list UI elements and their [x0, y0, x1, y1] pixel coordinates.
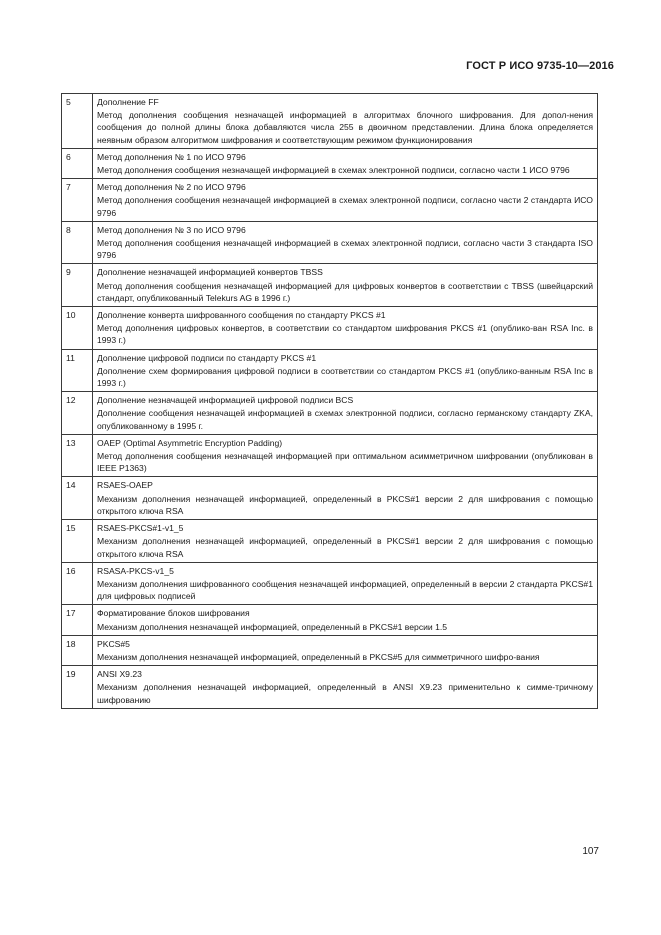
row-description-cell	[93, 94, 598, 149]
row-definition: Метод дополнения сообщения незначащей информацией при оптимальном асимметричном шифровании (опубликован в IEEE P1363)	[97, 451, 593, 474]
table-row	[62, 477, 598, 520]
table-row	[62, 562, 598, 605]
row-code-number: 6	[62, 148, 93, 178]
row-definition: Механизм дополнения незначащей информацией, определенный в PKCS#1 версии 2 для шифрования с помощью открытого ключа RSA	[97, 536, 593, 559]
row-code-number: 9	[62, 264, 93, 307]
row-code-number: 15	[62, 520, 93, 563]
row-definition: Механизм дополнения незначащей информацией, определенный в PKCS#1 версии 2 для шифрования с помощью открытого ключа RSA	[97, 493, 593, 516]
row-code-number: 13	[62, 434, 93, 477]
document-standard-header: ГОСТ Р ИСО 9735-10—2016	[466, 60, 614, 72]
row-definition: Механизм дополнения шифрованного сообщения незначащей информацией, определенный в версии 2 стандарта PKCS#1 для цифровых подписей	[97, 578, 593, 602]
table-row	[62, 520, 598, 563]
row-description-cell	[93, 349, 598, 392]
row-description-cell	[93, 635, 598, 665]
row-code-number: 19	[62, 666, 93, 709]
row-code-number: 12	[62, 392, 93, 435]
row-term: ANSI X9.23	[97, 669, 142, 680]
row-term: Метод дополнения № 3 по ИСО 9796	[97, 224, 246, 235]
row-term: RSAES-OAEP	[97, 480, 153, 491]
table-row	[62, 179, 598, 222]
row-description-cell	[93, 179, 598, 222]
row-definition: Метод дополнения сообщения незначащей информацией в схемах электронной подписи, согласно части 1 ИСО 9796	[97, 165, 570, 176]
table-row	[62, 605, 598, 635]
row-term: RSAES-PKCS#1-v1_5	[97, 523, 184, 534]
row-definition: Механизм дополнения незначащей информацией, определенный в PKCS#5 для симметричного шифро-вания	[97, 651, 540, 662]
row-description-cell	[93, 605, 598, 635]
row-definition: Метод дополнения сообщения незначащей информацией для цифровых конвертов в соответствии с TBSS (швейцарский стандарт, опубликованный Telekurs AG в 1996 г.)	[97, 280, 593, 303]
table-row	[62, 148, 598, 178]
table-row	[62, 666, 598, 709]
row-definition: Дополнение сообщения незначащей информацией в схемах электронной подписи, согласно германскому стандарту ZKA, опубликованному в 1995 г.	[97, 408, 593, 431]
code-list-table	[61, 93, 598, 709]
row-term: Дополнение FF	[97, 97, 159, 107]
row-definition: Механизм дополнения незначащей информацией, определенный в ANSI X9.23 применительно к симме-тричному шифрованию	[97, 682, 593, 705]
table-row	[62, 221, 598, 264]
row-description-cell	[93, 520, 598, 563]
row-term: Метод дополнения № 2 по ИСО 9796	[97, 182, 246, 193]
row-term: Форматирование блоков шифрования	[97, 608, 250, 619]
row-code-number: 17	[62, 605, 93, 635]
row-code-number: 5	[62, 94, 93, 149]
row-description-cell	[93, 307, 598, 350]
table-row	[62, 434, 598, 477]
row-definition: Метод дополнения сообщения незначащей информацией в схемах электронной подписи, согласно части 3 стандарта ISO 9796	[97, 238, 593, 261]
row-term: Дополнение цифровой подписи по стандарту PKCS #1	[97, 352, 317, 363]
row-code-number: 8	[62, 221, 93, 264]
row-code-number: 7	[62, 179, 93, 222]
row-code-number: 18	[62, 635, 93, 665]
row-description-cell	[93, 562, 598, 605]
row-description-cell	[93, 477, 598, 520]
row-code-number: 10	[62, 307, 93, 350]
table-row	[62, 392, 598, 435]
row-definition: Метод дополнения цифровых конвертов, в соответствии со стандартом шифрования PKCS #1 (опублико-ван RSA Inc. в 1993 г.)	[97, 323, 593, 346]
table-row	[62, 264, 598, 307]
row-term: PKCS#5	[97, 638, 130, 649]
table-row	[62, 349, 598, 392]
row-description-cell	[93, 221, 598, 264]
row-term: Дополнение незначащей информацией цифровой подписи BCS	[97, 395, 354, 406]
row-definition: Метод дополнения сообщения незначащей информацией в схемах электронной подписи, согласно части 2 стандарта ИСО 9796	[97, 195, 593, 218]
row-term: Дополнение незначащей информацией конвертов TBSS	[97, 267, 323, 278]
table-row	[62, 307, 598, 350]
row-definition: Метод дополнения сообщения незначащей информацией в алгоритмах блочного шифрования. Для допол-нения сообщения до полной длины блока добавляются числа 255 в двоичном представлении. Длина блока определяется неявным образом алгоритмом шифрования и соответствующим режимом функционирования	[97, 110, 593, 145]
row-term: Дополнение конверта шифрованного сообщения по стандарту PKCS #1	[97, 310, 386, 321]
row-code-number: 14	[62, 477, 93, 520]
row-definition: Механизм дополнения незначащей информацией, определенный в PKCS#1 версии 1.5	[97, 621, 448, 632]
page-number: 107	[582, 846, 599, 857]
row-description-cell	[93, 392, 598, 435]
row-description-cell	[93, 666, 598, 709]
row-description-cell	[93, 264, 598, 307]
row-definition: Дополнение схем формирования цифровой подписи в соответствии со стандартом PKCS #1 (опублико-ванным RSA Inc в 1993 г.)	[97, 365, 593, 389]
table-row	[62, 635, 598, 665]
row-code-number: 16	[62, 562, 93, 605]
table-body	[62, 94, 598, 709]
row-description-cell	[93, 148, 598, 178]
row-term: Метод дополнения № 1 по ИСО 9796	[97, 151, 246, 162]
row-term: OAEP (Optimal Asymmetric Encryption Padding)	[97, 437, 283, 448]
row-term: RSASA-PKCS-v1_5	[97, 565, 174, 576]
table-row	[62, 94, 598, 149]
row-description-cell	[93, 434, 598, 477]
row-code-number: 11	[62, 349, 93, 392]
